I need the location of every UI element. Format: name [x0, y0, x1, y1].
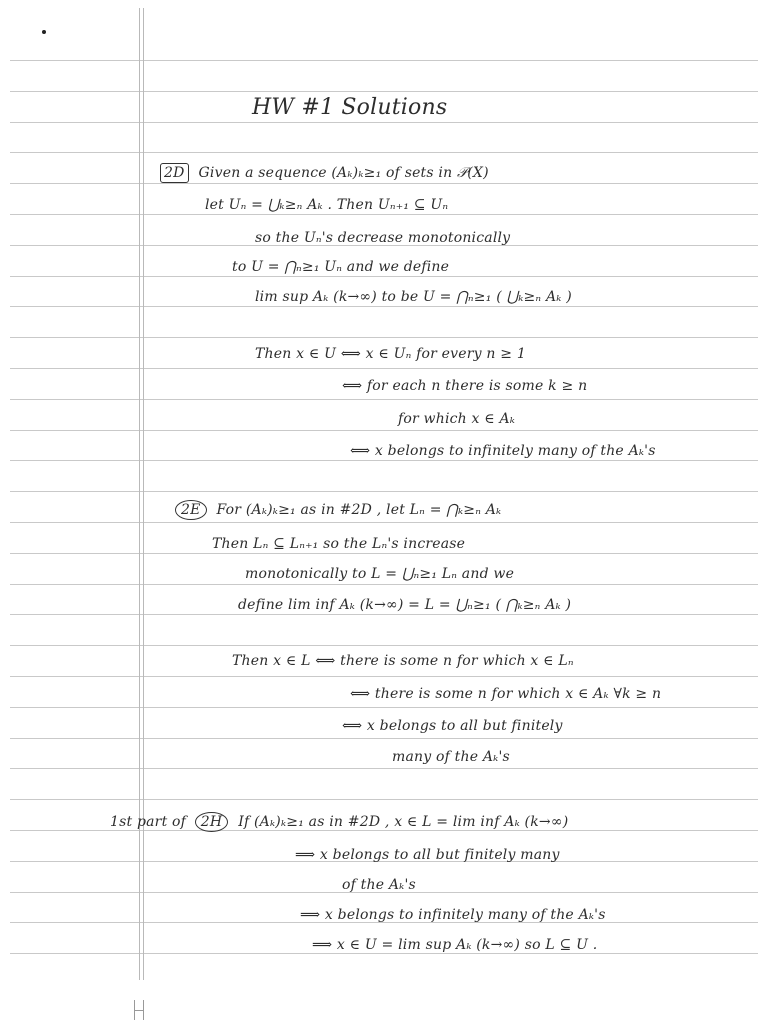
page-title: HW #1 Solutions: [252, 95, 448, 120]
section-2d-line-5: lim sup Aₖ (k→∞) to be U = ⋂ₙ≥₁ ( ⋃ₖ≥ₙ Aₖ ): [255, 289, 572, 305]
section-2h-text-1: If (Aₖ)ₖ≥₁ as in #2D , x ∈ L = lim inf Aₖ (k→∞): [238, 814, 569, 830]
section-2h-line-3: of the Aₖ's: [342, 877, 416, 893]
section-2e-line-1: [175, 500, 501, 520]
ruled-line: [10, 522, 758, 523]
ruled-line: [10, 799, 758, 800]
section-2h-tag: 2H: [195, 812, 229, 832]
margin-line: [143, 8, 144, 980]
section-2d-line-3: so the Uₙ's decrease monotonically: [255, 230, 511, 246]
section-2h-prefix: 1st part of: [110, 814, 187, 830]
section-2d-tag: 2D: [160, 163, 189, 183]
ruled-line: [10, 584, 758, 585]
ruled-line: [10, 183, 758, 184]
section-2d-line-7: ⟺ for each n there is some k ≥ n: [342, 378, 588, 394]
section-2e-line-5: Then x ∈ L ⟺ there is some n for which x ∈ Lₙ: [232, 653, 574, 669]
section-2d-line-2: let Uₙ = ⋃ₖ≥ₙ Aₖ . Then Uₙ₊₁ ⊆ Uₙ: [205, 197, 449, 213]
section-2d-line-4: to U = ⋂ₙ≥₁ Uₙ and we define: [232, 259, 450, 275]
section-2e-line-3: monotonically to L = ⋃ₙ≥₁ Lₙ and we: [245, 566, 515, 582]
ruled-line: [10, 214, 758, 215]
section-2e-line-6: ⟺ there is some n for which x ∈ Aₖ ∀k ≥ n: [350, 686, 662, 702]
ruled-line: [10, 60, 758, 61]
section-2h-line-1: [110, 812, 568, 832]
ruled-line: [10, 614, 758, 615]
ruled-line: [10, 768, 758, 769]
ruled-line: [10, 645, 758, 646]
ruled-line: [10, 337, 758, 338]
ruled-line: [10, 368, 758, 369]
section-2d-text-1: Given a sequence (Aₖ)ₖ≥₁ of sets in 𝒫(X): [198, 165, 489, 181]
ruled-line: [10, 707, 758, 708]
section-2d-line-8: for which x ∈ Aₖ: [398, 411, 516, 427]
section-2h-line-2: ⟹ x belongs to all but finitely many: [295, 847, 560, 863]
ruled-line: [10, 430, 758, 431]
margin-mark: [134, 1000, 144, 1020]
ruled-line: [10, 152, 758, 153]
margin-line: [139, 8, 140, 980]
ruled-line: [10, 91, 758, 92]
ruled-line: [10, 122, 758, 123]
ruled-line: [10, 306, 758, 307]
section-2e-line-8: many of the Aₖ's: [392, 749, 510, 765]
ruled-line: [10, 276, 758, 277]
section-2e-line-2: Then Lₙ ⊆ Lₙ₊₁ so the Lₙ's increase: [212, 536, 466, 552]
ruled-line: [10, 553, 758, 554]
section-2e-tag: 2E: [175, 500, 207, 520]
section-2d-line-9: ⟺ x belongs to infinitely many of the Aₖ's: [350, 443, 656, 459]
ink-dot: [42, 30, 46, 34]
section-2h-line-4: ⟹ x belongs to infinitely many of the Aₖ's: [300, 907, 606, 923]
ruled-line: [10, 399, 758, 400]
ruled-line: [10, 676, 758, 677]
section-2d-line-6: Then x ∈ U ⟺ x ∈ Uₙ for every n ≥ 1: [255, 346, 526, 362]
section-2e-line-4: define lim inf Aₖ (k→∞) = L = ⋃ₙ≥₁ ( ⋂ₖ≥ₙ Aₖ ): [238, 597, 572, 613]
section-2h-line-5: ⟹ x ∈ U = lim sup Aₖ (k→∞) so L ⊆ U .: [312, 937, 598, 953]
section-2e-text-1: For (Aₖ)ₖ≥₁ as in #2D , let Lₙ = ⋂ₖ≥ₙ Aₖ: [216, 502, 502, 518]
ruled-line: [10, 738, 758, 739]
section-2d-line-1: [160, 163, 489, 183]
ruled-line: [10, 491, 758, 492]
ruled-line: [10, 460, 758, 461]
section-2e-line-7: ⟺ x belongs to all but finitely: [342, 718, 563, 734]
